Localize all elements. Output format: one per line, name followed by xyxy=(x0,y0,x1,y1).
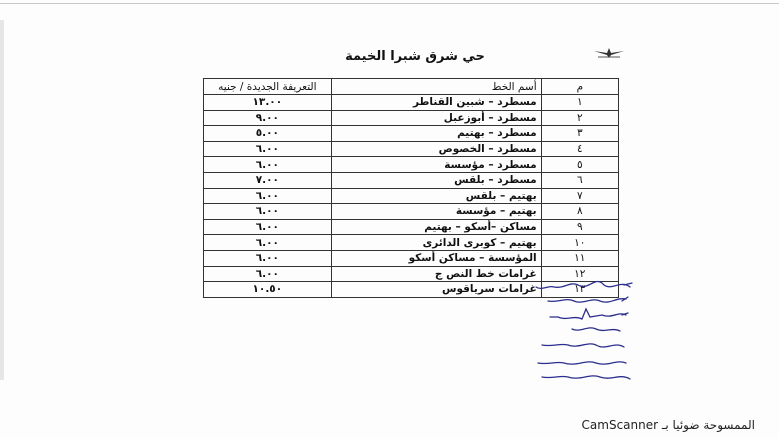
row-number: ٣ xyxy=(541,126,618,142)
table-row xyxy=(204,235,619,251)
route-name: بهتيم – مؤسسة xyxy=(331,204,541,220)
route-name: المؤسسة – مساكن أسكو xyxy=(331,250,541,266)
handwritten-signatures xyxy=(530,275,640,387)
table-row xyxy=(204,126,619,142)
fare-value: ٦.٠٠ xyxy=(204,235,332,251)
route-name: مسطرد – بهتيم xyxy=(331,126,541,142)
fare-value: ٦.٠٠ xyxy=(204,266,332,282)
fare-value: ١٠.٥٠ xyxy=(204,282,332,298)
row-number: ٧ xyxy=(541,188,618,204)
column-header-fare: التعريفة الجديدة / جنيه xyxy=(204,79,332,95)
row-number: ٢ xyxy=(541,110,618,126)
page-top-edge xyxy=(0,3,779,4)
route-name: مسطرد – مؤسسة xyxy=(331,157,541,173)
scanner-watermark: الممسوحة ضوئيا بـ CamScanner xyxy=(581,418,755,432)
route-name: بهتيم – بلقس xyxy=(331,188,541,204)
table-row xyxy=(204,250,619,266)
route-name: مسطرد – الخصوص xyxy=(331,141,541,157)
row-number: ١٠ xyxy=(541,235,618,251)
row-number: ١١ xyxy=(541,250,618,266)
fare-value: ٦.٠٠ xyxy=(204,204,332,220)
table-row xyxy=(204,110,619,126)
table-header-row xyxy=(204,79,619,95)
route-name: غرامات خط النص ج xyxy=(331,266,541,282)
fare-value: ٦.٠٠ xyxy=(204,250,332,266)
row-number: ١٢ xyxy=(541,266,618,282)
table-row xyxy=(204,219,619,235)
table-row xyxy=(204,188,619,204)
row-number: ١٣ xyxy=(541,282,618,298)
fares-table xyxy=(203,78,619,298)
table-row xyxy=(204,141,619,157)
table-row xyxy=(204,204,619,220)
table-row xyxy=(204,157,619,173)
row-number: ٤ xyxy=(541,141,618,157)
fare-value: ٥.٠٠ xyxy=(204,126,332,142)
page-left-edge xyxy=(0,20,4,380)
fare-value: ٦.٠٠ xyxy=(204,141,332,157)
route-name: مساكن –أسكو – بهتيم xyxy=(331,219,541,235)
page-title: حي شرق شبرا الخيمة xyxy=(345,49,485,64)
table-row xyxy=(204,172,619,188)
table-row xyxy=(204,95,619,111)
fare-value: ٦.٠٠ xyxy=(204,157,332,173)
fare-value: ٦.٠٠ xyxy=(204,188,332,204)
row-number: ٦ xyxy=(541,172,618,188)
row-number: ١ xyxy=(541,95,618,111)
fare-value: ٧.٠٠ xyxy=(204,172,332,188)
route-name: غرامات سرياقوس xyxy=(331,282,541,298)
column-header-number: م xyxy=(541,79,618,95)
fare-value: ٩.٠٠ xyxy=(204,110,332,126)
row-number: ٨ xyxy=(541,204,618,220)
table-body xyxy=(204,95,619,298)
column-header-route: أسم الخط xyxy=(331,79,541,95)
fare-value: ١٣.٠٠ xyxy=(204,95,332,111)
row-number: ٩ xyxy=(541,219,618,235)
route-name: مسطرد – أبوزعبل xyxy=(331,110,541,126)
route-name: مسطرد – شبين القناطر xyxy=(331,95,541,111)
emblem-logo xyxy=(592,44,626,60)
row-number: ٥ xyxy=(541,157,618,173)
route-name: مسطرد – بلقس xyxy=(331,172,541,188)
fare-value: ٦.٠٠ xyxy=(204,219,332,235)
route-name: بهتيم – كوبرى الدائرى xyxy=(331,235,541,251)
